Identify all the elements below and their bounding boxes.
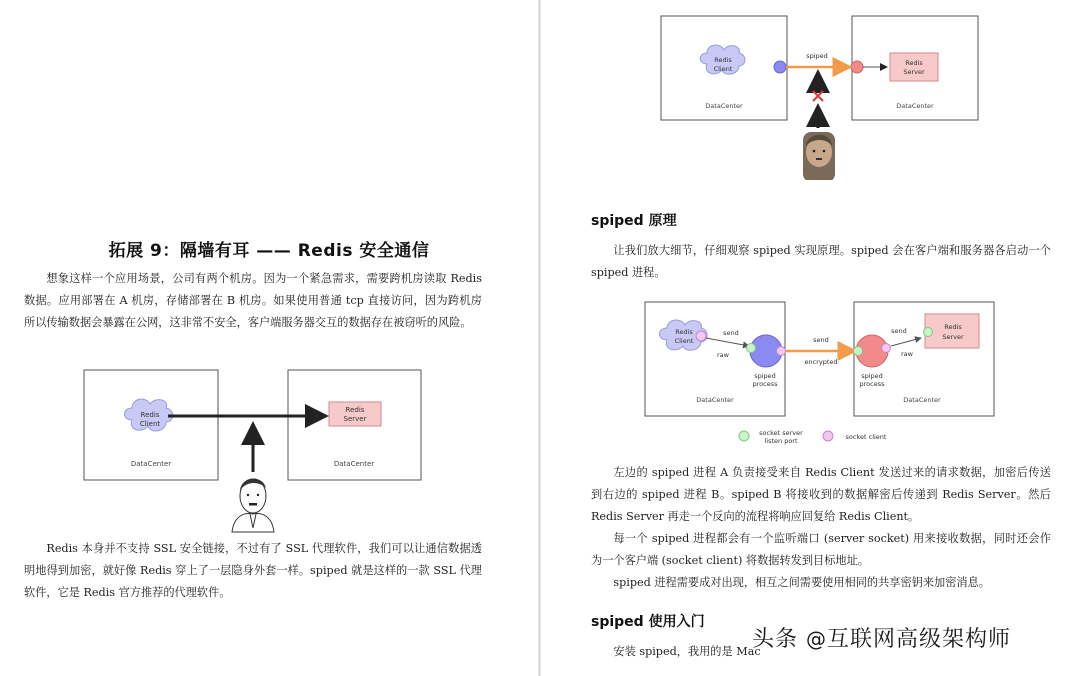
socket-paragraph: 每一个 spiped 进程都会有一个监听端口 (server socket) 用来接收数据，同时还会作为一个客户端 (socket client) 将数据转发到目标地址。 — [591, 532, 1051, 567]
top-dc-label-left: DataCenter — [705, 102, 743, 110]
top-server-label-2: Server — [903, 68, 925, 76]
detail-client-label-1: Redis — [675, 328, 693, 336]
server-label-2: Server — [343, 415, 367, 423]
eavesdrop-diagram — [0, 362, 538, 542]
raw-right-label: raw — [901, 350, 913, 358]
legend-socket-server-2: listen port — [764, 437, 798, 445]
detail-dc-label-left: DataCenter — [696, 396, 734, 404]
detail-server-box — [925, 314, 979, 348]
left-page — [0, 0, 538, 676]
install-paragraph: 安装 spiped，我用的是 Mac — [613, 645, 761, 658]
top-client-label-2: Client — [713, 65, 733, 73]
detail-server-label-1: Redis — [944, 323, 962, 331]
send-left-label: send — [723, 329, 739, 337]
eavesdropper-photo-icon — [803, 132, 835, 180]
left-listen-port-dot — [747, 344, 756, 353]
spiped-detail-diagram — [541, 296, 1080, 456]
top-server-label-1: Redis — [905, 59, 923, 67]
detail-dc-label-right: DataCenter — [903, 396, 941, 404]
dc-label-right: DataCenter — [333, 460, 375, 468]
proc-left-label-2: process — [752, 380, 778, 388]
send-mid-label: send — [813, 336, 829, 344]
detail-server-label-2: Server — [942, 333, 964, 341]
proc-left-label-1: spiped — [754, 372, 776, 380]
pairing-paragraph: spiped 进程需要成对出现，相互之间需要使用相同的共享密钥来加密消息。 — [613, 576, 990, 589]
top-spiped-right-node — [851, 61, 863, 73]
encrypted-label: encrypted — [804, 358, 838, 366]
top-dc-label-right: DataCenter — [896, 102, 934, 110]
legend-socket-server-dot — [739, 431, 749, 441]
blocked-x-icon — [813, 91, 823, 101]
watermark-at-icon: @ — [806, 627, 827, 651]
top-spiped-left-node — [774, 61, 786, 73]
toutiao-watermark — [752, 622, 1011, 653]
principle-paragraph: 让我们放大细节，仔细观察 spiped 实现原理。spiped 会在客户端和服务器各启动一个 spiped 进程。 — [591, 244, 1051, 279]
eavesdropper-portrait-icon — [232, 478, 274, 532]
server-label-1: Redis — [345, 406, 365, 414]
watermark-author: 互联网高级架构师 — [827, 627, 1012, 652]
intro-paragraph: 想象这样一个应用场景，公司有两个机房。因为一个紧急需求，需要跨机房读取 Redis 数据。应用部署在 A 机房，存储部署在 B 机房。如果使用普通 tcp 直接访问，因为跨机房所以传输数据会暴露在公网，这非常不安全，客户端服务器交互的数据存在被窃听的风险。 — [24, 272, 482, 329]
top-link-label: spiped — [806, 52, 828, 60]
heading-getting-started: spiped 使用入门 — [591, 614, 705, 630]
legend-socket-client-dot — [823, 431, 833, 441]
client-socket-dot — [696, 331, 706, 341]
detail-client-label-2: Client — [674, 337, 694, 345]
server-listen-port-dot — [924, 328, 933, 337]
right-page — [541, 0, 1080, 676]
proc-right-label-2: process — [859, 380, 885, 388]
client-label-1: Redis — [140, 411, 160, 419]
dc-label-left: DataCenter — [130, 460, 172, 468]
watermark-prefix: 头条 — [752, 627, 806, 652]
legend-socket-client: socket client — [845, 433, 887, 441]
legend-socket-server-1: socket server — [759, 429, 803, 437]
top-client-label-1: Redis — [714, 56, 732, 64]
proc-right-label-1: spiped — [861, 372, 883, 380]
spiped-intro-paragraph: Redis 本身并不支持 SSL 安全链接，不过有了 SSL 代理软件，我们可以让通信数据透明地得到加密，就好像 Redis 穿上了一层隐身外套一样。spiped 就是这样的一款 SSL 代理软件，它是 Redis 官方推荐的代理软件。 — [24, 542, 482, 599]
spiped-overview-diagram — [541, 0, 1080, 180]
right-listen-port-dot — [854, 347, 863, 356]
send-right-label: send — [891, 327, 907, 335]
chapter-title: 拓展 9：隔墙有耳 —— Redis 安全通信 — [108, 241, 430, 261]
raw-left-label: raw — [717, 351, 729, 359]
heading-spiped-principle: spiped 原理 — [591, 213, 677, 229]
right-client-socket-dot — [882, 344, 891, 353]
left-client-socket-dot — [777, 347, 786, 356]
client-label-2: Client — [139, 420, 161, 428]
top-server-box — [890, 53, 938, 81]
process-paragraph: 左边的 spiped 进程 A 负责接受来自 Redis Client 发送过来的请求数据，加密后传送到右边的 spiped 进程 B。spiped B 将接收到的数据解密后传递到 Redis Server。然后 Redis Server 再走一个反向的流程将响应回复给 Redis Client。 — [591, 466, 1051, 523]
